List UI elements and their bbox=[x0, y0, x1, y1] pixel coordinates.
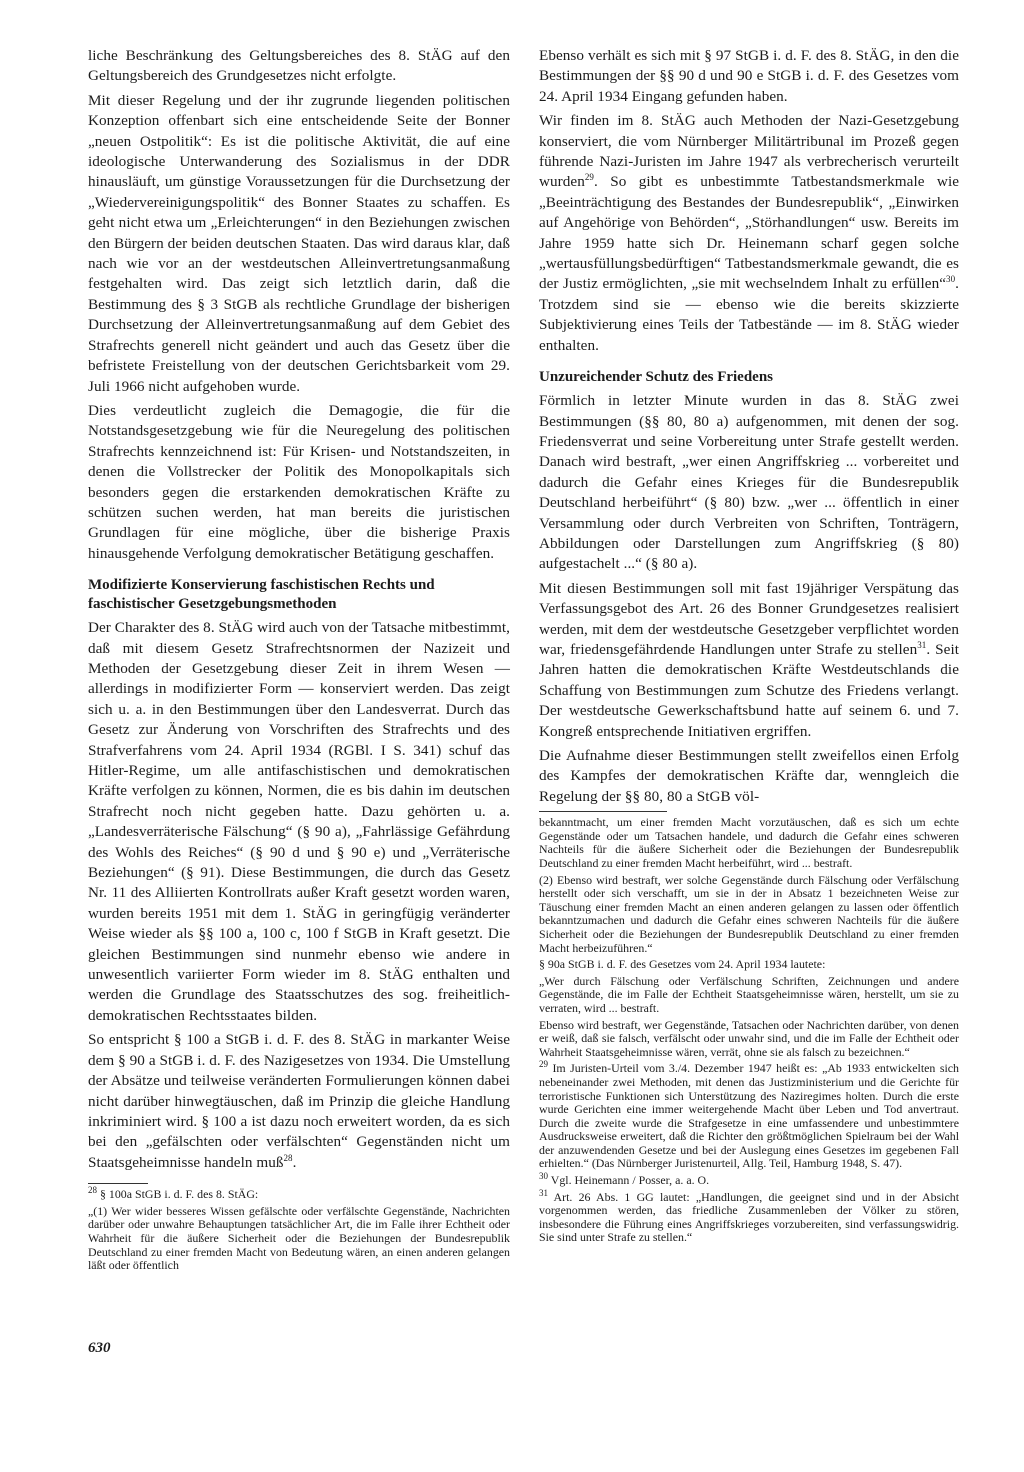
paragraph-end: . bbox=[292, 1153, 297, 1171]
paragraph-text: Wir finden im 8. StÄG auch Methoden der Nazi-Gesetzgebung konserviert, die vom Nürnberger Militärtribunal im Prozeß gegen führende Nazi-Juristen im Jahre 1947 als verbrecherisch verurteilt wurden bbox=[539, 112, 959, 191]
footnote-90a-heading: § 90a StGB i. d. F. des Gesetzes vom 24. April 1934 lautete: bbox=[539, 957, 826, 972]
paragraph: Mit dieser Regelung und der ihr zugrunde liegenden politischen Konzeption offenbart sich eine entscheidende Seite der Bonner „neuen Ostpolitik“: Es ist die politische Aktivität, die auf eine ideologische Unterwanderung des Sozialismus in der DDR hinausläuft, um günstige Voraussetzungen für die Durchsetzung der „Wiedervereinigungspolitik“ des Bonner Staates zu schaffen. Es geht nicht etwa um „Erleichterungen“ in den Beziehungen zwischen den Bürgern der beiden deutschen Staaten. Das wird daraus klar, daß nach wie vor an der westdeutschen Alleinvertretungsanmaßung festgehalten wird. Das zeigt sich letztlich darin, daß die Bestimmung des § 3 StGB als rechtliche Grundlage der bisherigen Durchsetzung der Alleinvertretungsanmaßung auf dem Gebiet des Strafrechts generell nicht geändert und auch das Gesetz über die befristete Freistellung von der deutschen Gerichtsbarkeit vom 29. Juli 1966 nicht aufgehoben wurde. bbox=[88, 91, 510, 395]
section-heading-frieden: Unzureichender Schutz des Friedens bbox=[539, 369, 774, 386]
footnote-29 bbox=[539, 1059, 959, 1171]
paragraph: Die Aufnahme dieser Bestimmungen stellt zweifellos einen Erfolg des Kampfes der demokratischen Kräfte dar, wenngleich die Regelung der §§ 80, 80 a StGB völ- bbox=[539, 747, 959, 805]
footnote-text: Im Juristen-Urteil vom 3./4. Dezember 1947 heißt es: „Ab 1933 entwickelten sich nebeneinander zwei Methoden, mit denen das Justizministerium und die Gerichte für terroristische Funktionen sich Unterstützung des Naziregimes holten. Durch die erste wurde Gerichten eine immer weitergehende Macht über Leben und Tod anvertraut. Durch die zweite wurde die Strafgesetze in eine umfassendere und unbestimmtere Ausdrucksweise erweitert, daß die Richter den größtmöglichen Spielraum bei der Wahl der anzuwendenden Gesetze und bei der Auslegung eines Gesetzes im gegebenen Fall erhielten.“ (Das Nürnberger Juristenurteil, Allg. Teil, Hamburg 1948, S. 47). bbox=[539, 1061, 959, 1171]
paragraph: Dies verdeutlicht zugleich die Demagogie, die für die Notstandsgesetzgebung wie für die Neuregelung des politischen Strafrechts kennzeichnend ist: Für Krisen- und Notstandszeiten, in denen die Vollstrecker der Politik des Monopolkapitals sich besonders gegen die erstarkenden demokratischen Kräfte zu schützen suchen werden, hat man bereits die juristischen Grundlagen für eine mögliche, über die bisherige Praxis hinausgehende Verfolgung demokratischer Betätigung geschaffen. bbox=[88, 401, 510, 562]
footnote-28-text: „(1) Wer wider besseres Wissen gefälschte oder verfälschte Gegenstände, Nachrichten darüber oder unwahre Behauptungen tatsächlicher Art, die im Falle ihrer Echtheit oder Wahrheit für die äußere Sicherheit oder die Beziehungen der Bundesrepublik Deutschland zu einer fremden Macht von Bedeutung wären, an einen anderen gelangen läßt oder öffentlich bbox=[88, 1203, 510, 1273]
section-heading-konservierung: Modifizierte Konservierung faschistischen Rechts und faschistischer Gesetzgebungsmethoden bbox=[88, 577, 435, 613]
footnote-divider bbox=[88, 1183, 148, 1184]
right-column bbox=[539, 46, 959, 1248]
footnote-28-heading bbox=[88, 1185, 510, 1202]
footnote-text: Vgl. Heinemann / Posser, a. a. O. bbox=[548, 1173, 710, 1188]
footnote-ref-30: 30 bbox=[946, 274, 956, 285]
footnote-number: 28 bbox=[88, 1185, 97, 1196]
footnote-90a-text-2: Ebenso wird bestraft, wer Gegenstände, Tatsachen oder Nachrichten darüber, von denen er weiß, daß sie falsch, verfälscht oder unwahr sind, und die im Falle der Echtheit oder Wahrheit Staatsgeheimnisse wären, verrät, ohne sie als falsch zu bezeichnen.“ bbox=[539, 1017, 959, 1059]
paragraph: Ebenso verhält es sich mit § 97 StGB i. d. F. des 8. StÄG, in den die Bestimmungen der §§ 90 d und 90 e StGB i. d. F. des Gesetzes vom 24. April 1934 Eingang gefunden haben. bbox=[539, 47, 959, 105]
footnote-28-paragraph-2: (2) Ebenso wird bestraft, wer solche Gegenstände durch Fälschung oder Verfälschung herstellt oder sich verschafft, um sie in der in Absatz 1 bezeichneten Weise zur Täuschung einer fremden Macht an einen anderen gelangen zu lassen oder öffentlich bekanntzumachen und dadurch die Gefahr eines schweren Nachteils für die äußere Sicherheit oder die Beziehungen der Bundesrepublik Deutschland zu einer fremden Macht herbeizuführen.“ bbox=[539, 872, 959, 955]
paragraph-with-footnotes bbox=[539, 111, 959, 356]
footnote-28-continued: bekanntmacht, um einer fremden Macht vorzutäuschen, daß es sich um echte Gegenstände oder um Tatsachen handele, und dadurch die Gefahr eines schweren Nachteils für die äußere Sicherheit oder die Beziehungen der Bundesrepublik Deutschland zu einer fremden Macht herbeiführt, wird ... bestraft. bbox=[539, 815, 959, 870]
left-column bbox=[88, 46, 510, 1276]
right-body-text bbox=[539, 46, 959, 356]
footnote-text: Art. 26 Abs. 1 GG lautet: „Handlungen, die geeignet sind und in der Absicht vorgenommen werden, das friedliche Zusammenleben der Völker zu stören, insbesondere die Führung eines Angriffskrieges vorzubereiten, sind verfassungswidrig. Sie sind unter Strafe zu stellen.“ bbox=[539, 1189, 959, 1245]
footnote-title: § 100a StGB i. d. F. des 8. StÄG: bbox=[97, 1187, 259, 1202]
left-body-text-2 bbox=[88, 618, 510, 1173]
footnote-number: 29 bbox=[539, 1059, 548, 1070]
paragraph-text: . Trotzdem sind sie — ebenso wie die bereits skizzierte Subjektivierung eines Teils der Tatbestände — im 8. StÄG wieder enthalten. bbox=[539, 275, 959, 354]
paragraph: liche Beschränkung des Geltungsbereiches des 8. StÄG auf den Geltungsbereich des Grundgesetzes nicht erfolgte. bbox=[88, 47, 510, 85]
paragraph: Der Charakter des 8. StÄG wird auch von der Tatsache mitbestimmt, daß mit diesem Gesetz Strafrechtsnormen der Nazizeit und Methoden der Gesetzgebung dieser Zeit in ihrem Wesen — allerdings in modifizierter Form — konserviert werden. Das zeigt sich u. a. in den Bestimmungen über den Landesverrat. Durch das Gesetz zur Änderung von Vorschriften des Strafrechts und des Strafverfahrens vom 24. April 1934 (RGBl. I S. 341) schuf das Hitler-Regime, um alle antifaschistischen und demokratischen Kräfte verfolgen zu können, Normen, die es bis dahin im deutschen Strafrecht noch nicht gegeben hatte. Dazu gehörten u. a. „Landesverräterische Fälschung“ (§ 90 a), „Fahrlässige Gefährdung des Wohls des Reiches“ (§ 90 d und § 90 e) und „Verräterische Beziehungen“ (§ 91). Diese Bestimmungen, die durch das Gesetz Nr. 11 des Alliierten Kontrollrats außer Kraft gesetzt worden waren, wurden bereits 1951 mit dem 1. StÄG in geringfügig veränderter Weise wieder als §§ 100 a, 100 c, 100 f StGB in Kraft gesetzt. Die gleichen Bestimmungen sind nunmehr ebenso wie andere in unwesentlich variierter Form wieder im 8. StÄG enthalten und werden die Grundlage des Staatsschutzes des sog. freiheitlich-demokratischen Rechtsstaates bilden. bbox=[88, 619, 510, 1024]
paragraph-with-footnote bbox=[539, 579, 959, 742]
paragraph-text: . Seit Jahren hatten die demokratischen Kräfte Westdeutschlands die Schaffung von Bestimmungen zum Schutze des Friedens verlangt. Der westdeutsche Gewerkschaftsbund hatte auf seinem 6. und 7. Kongreß entsprechende Initiativen ergriffen. bbox=[539, 640, 959, 740]
footnote-ref-29: 29 bbox=[584, 172, 594, 183]
footnote-ref-28: 28 bbox=[283, 1152, 293, 1163]
footnote-divider bbox=[539, 811, 667, 812]
footnote-number: 30 bbox=[539, 1171, 548, 1182]
paragraph: Förmlich in letzter Minute wurden in das 8. StÄG zwei Bestimmungen (§§ 80, 80 a) aufgenommen, mit denen der sog. Friedensverrat und seine Vorbereitung unter Strafe gestellt werden. Danach wird bestraft, „wer einen Angriffskrieg ... vorbereitet und dadurch die Gefahr eines Krieges für die Bundesrepublik Deutschland herbeiführt“ (§ 80) bzw. „wer ... öffentlich in einer Versammlung oder durch Verbreiten von Schriften, Tonträgern, Abbildungen oder Darstellungen zum Angriffskrieg (§ 80) aufgestachelt ...“ (§ 80 a). bbox=[539, 392, 959, 573]
paragraph-with-footnote bbox=[88, 1030, 510, 1173]
footnote-ref-31: 31 bbox=[917, 639, 927, 650]
footnote-number: 31 bbox=[539, 1187, 548, 1198]
page-number: 630 bbox=[88, 1340, 111, 1356]
footnote-31 bbox=[539, 1187, 959, 1245]
footnote-90a-text: „Wer durch Fälschung oder Verfälschung Schriften, Zeichnungen und andere Gegenstände, die im Falle der Echtheit Staatsgeheimnisse wären, herstellt, um sie zu verraten, wird ... bestraft. bbox=[539, 973, 959, 1015]
paragraph-text: . So gibt es unbestimmte Tatbestandsmerkmale wie „Beeinträchtigung des Bestandes der Bundesrepublik“, „Einwirken auf Angehörige von Behörden“, „Störhandlungen“ usw. Bereits im Jahre 1959 hatte sich Dr. Heinemann scharf gegen solche „wertausfüllungsbedürftigen“ Tatbestandsmerkmale gewandt, die es der Justiz ermöglichten, „sie mit wechselndem Inhalt zu erfüllen“ bbox=[539, 173, 959, 293]
footnote-30 bbox=[539, 1171, 959, 1188]
paragraph-text: Mit diesen Bestimmungen soll mit fast 19jähriger Verspätung das Verfassungsgebot des Art. 26 des Bonner Grundgesetzes realisiert werden, mit dem der westdeutsche Gesetzgeber verpflichtet worden war, friedensgefährdende Handlungen unter Strafe zu stellen bbox=[539, 579, 959, 658]
right-body-text-2 bbox=[539, 391, 959, 807]
left-body-text bbox=[88, 46, 510, 564]
paragraph-text: So entspricht § 100 a StGB i. d. F. des 8. StÄG in markanter Weise dem § 90 a StGB i. d. F. des Nazigesetzes von 1934. Die Umstellung der Absätze und teilweise veränderten Formulierungen können dabei nicht darüber hinwegtäuschen, daß im Prinzip die gleiche Handlung inkriminiert wird. § 100 a ist dazu noch erweitert worden, da es sich bei den „gefälschten oder verfälschten“ Gegenständen nicht um Staatsgeheimnisse handeln muß bbox=[88, 1031, 510, 1171]
